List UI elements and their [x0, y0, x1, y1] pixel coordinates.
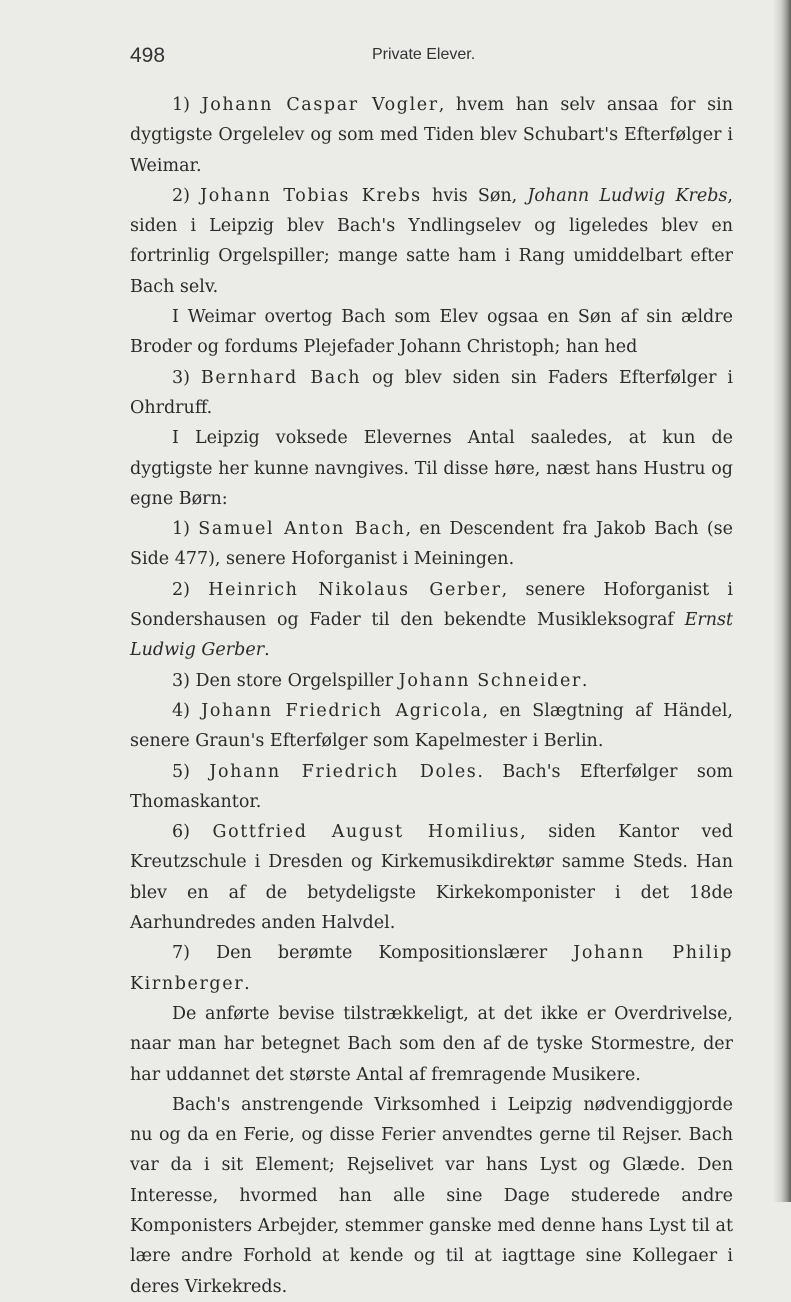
text-run: , en Descendent fra Jakob Bach (se Side 477), senere Hoforganist i Meiningen.: [130, 519, 733, 570]
paragraph: [130, 514, 733, 575]
spaced-name: Johann Caspar Vogler: [201, 95, 439, 115]
text-run: . Bach's Efterfølger som Thomaskantor.: [130, 761, 733, 812]
text-run: .: [581, 670, 588, 691]
text-run: 1): [172, 95, 202, 115]
paragraph: [130, 423, 733, 514]
spaced-name: Johann Friedrich Agricola: [201, 700, 483, 721]
page-edge-shadow: [773, 0, 791, 1202]
text-run: og blev siden sin Faders Efterfølger i Ohrdruff.: [130, 367, 734, 418]
paragraph: [130, 575, 733, 666]
paragraph: [130, 1090, 733, 1302]
text-run: 6): [172, 822, 213, 843]
paragraph: [130, 817, 733, 938]
page-header: [130, 44, 730, 74]
paragraph: [130, 999, 733, 1090]
paragraph: [130, 90, 733, 181]
text-run: Bach's anstrengende Virksomhed i Leipzig nødvendiggjorde nu og da en Ferie, og disse Ferier anvendtes gerne til Rejser. Bach var da i sit Element; Rejselivet var hans Lyst og Glæde. Den Interesse, hvormed han alle sine Dage studerede andre Komponisters Arbejder, stemmer ganske med denne hans Lyst til at lære andre Forhold at kende og til at iagttage sine Kollegaer i deres Virkekreds.: [130, 1094, 733, 1297]
text-run: .: [244, 973, 250, 994]
text-run: 4): [172, 700, 202, 721]
spaced-name: Heinrich Nikolaus Gerber: [208, 579, 502, 600]
italic-name: Ernst Ludwig Gerber: [130, 610, 733, 661]
spaced-name: Johann Friedrich Doles: [209, 761, 478, 782]
text-run: I Weimar overtog Bach som Elev ogsaa en Søn af sin ældre Broder og fordums Plejefader Johann Christoph; han hed: [130, 307, 733, 358]
text-run: hvis Søn,: [421, 185, 528, 206]
text-run: 3): [172, 367, 201, 388]
text-run: I Leipzig voksede Elevernes Antal saaledes, at kun de dygtigste her kunne navngives. Til disse høre, næst hans Hustru og egne Børn:: [130, 428, 733, 509]
text-run: , en Slægtning af Händel, senere Graun's Efterfølger som Kapelmester i Berlin.: [130, 700, 733, 752]
paragraph: [130, 181, 733, 302]
paragraph: [130, 302, 733, 363]
text-run: .: [264, 640, 270, 661]
text-run: 5): [172, 761, 210, 782]
text-run: De anførte bevise tilstrækkeligt, at det ikke er Overdrivelse, naar man har betegnet Bach som den af de tyske Stormestre, der har uddannet det største Antal af fremragende Musikere.: [130, 1003, 733, 1085]
paragraph: [130, 363, 733, 424]
running-title: Private Elever.: [372, 46, 476, 63]
italic-name: Johann Ludwig Krebs: [527, 185, 728, 206]
spaced-name: Johann Tobias Krebs: [200, 185, 422, 206]
spaced-name: Bernhard Bach: [200, 367, 362, 388]
text-run: , siden Kantor ved Kreutzschule i Dresden og Kirkemusikdirektør samme Steds. Han blev en af de betydeligste Kirkekomponister i det 18de Aarhundredes anden Halvdel.: [130, 822, 733, 934]
paragraph: [130, 757, 733, 818]
paragraph: [130, 696, 733, 757]
text-run: , hvem han selv ansaa for sin dygtigste Orgelelev og som med Tiden blev Schubart's Efterfølger i Weimar.: [130, 95, 733, 176]
text-run: 3) Den store Orgelspiller: [172, 670, 399, 691]
text-run: 7) Den berømte Kompositionslærer: [172, 943, 574, 964]
spaced-name: Johann Philip Kirnberger: [130, 943, 733, 994]
text-run: 2): [172, 185, 201, 206]
body-text: [130, 90, 733, 1302]
text-run: , siden i Leipzig blev Bach's Yndlingselev og ligeledes blev en fortrinlig Orgelspiller; mange satte ham i Rang umiddelbart efter Bach selv.: [130, 185, 733, 297]
paragraph: [130, 666, 733, 696]
paragraph: [130, 938, 733, 999]
page-number: 498: [130, 44, 166, 67]
spaced-name: Samuel Anton Bach: [198, 519, 406, 540]
text-run: , senere Hoforganist i Sondershausen og Fader til den bekendte Musikleksograf: [130, 579, 733, 631]
text-run: 2): [172, 579, 209, 600]
spaced-name: Gottfried August Homilius: [212, 822, 521, 843]
text-run: 1): [172, 519, 199, 540]
spaced-name: Johann Schneider: [398, 670, 582, 691]
